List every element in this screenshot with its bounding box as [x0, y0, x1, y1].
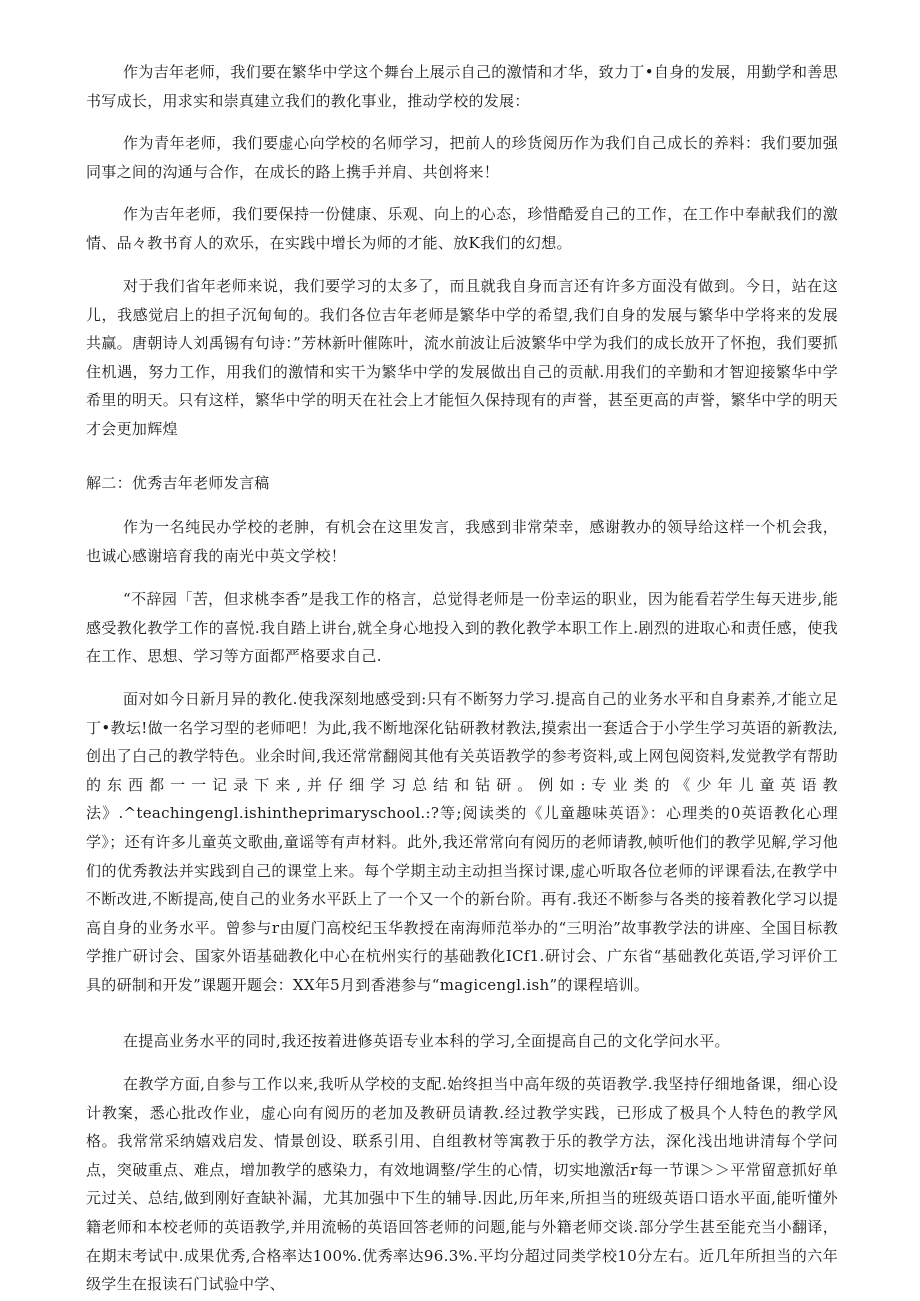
paragraph-positive-attitude: 作为吉年老师，我们要保持一份健康、乐观、向上的心态，珍惜酷爱自己的工作，在工作中奉献我们的激情、品々教书育人的欢乐，在实践中增长为师的才能、放K我们的幻想。: [86, 205, 838, 252]
section-heading: 解二：优秀吉年老师发言稿: [86, 474, 270, 492]
paragraph-opening-thanks: 作为一名纯民办学校的老胂，有机会在这里发言，我感到非常荣幸，感谢教办的领导给这样一个机会我，也诚心感谢培育我的南光中英文学校！: [86, 518, 838, 565]
paragraph-further-study: 在提高业务水平的同时,我还按着进修英语专业本科的学习,全面提高自己的文化学问水平。: [123, 1032, 730, 1050]
paragraph-work-motto: “不辞园「苦，但求桃李香”是我工作的格言，总觉得老师是一份幸运的职业，因为能看若学生每天进步,能感受教化教学工作的喜悦.我自踏上讲台,就全身心地投入到的教化教学本职工作上.剧烈的进取心和责任感，使我在工作、思想、学习等方面都严格要求自己.: [86, 590, 838, 666]
paragraph-learn-from-masters: 作为青年老师，我们要虚心向学校的名师学习，把前人的珍货阅历作为我们自己成长的养料：我们要加强同事之间的沟通与合作，在成长的路上携手并肩、共创将来！: [86, 134, 838, 181]
paragraph-young-teacher-passion: 作为吉年老师，我们要在繁华中学这个舞台上展示自己的激情和才华，致力丁•自身的发展，用勤学和善思书写成长，用求实和崇真建立我们的教化事业，推动学校的发展：: [86, 63, 838, 110]
paragraph-continuous-learning: 面对如今日新月异的教化.使我深刻地感受到:只有不断努力学习.提高自己的业务水平和自身素养,才能立足丁•教坛!做一名学习型的老师吧！为此,我不断地深化钻研教材教法,摸索出一套适合于小学生学习英语的新教法,创出了白己的教学特色。业余时间,我还常常翻阅其他有关英语教学的参考资料,或上网包阅资料,发觉教学有帮助的东西都一一记录下来,并仔细学习总结和钻研。例如:专业类的《少年儿童英语教法》.^teachingengl.ishintheprimaryschool.:?等;阅读类的《儿童趣味英语》：心理类的0英语教化心理学》；还有许多儿童英文歌曲,童谣等有声材料。此外,我还常常向有阅历的老师请教,帧听他们的教学见解,学习他们的优秀教法并实践到自己的课堂上来。每个学期主动主动担当探讨课,虚心听取各位老师的评课看法,在教学中不断改进,不断提高,使自己的业务水平跃上了一个又一个的新台阶。再有.我还不断参与各类的接着教化学习以提高自身的业务水平。曾参与r由厦门高校纪玉华教授在南海师范举办的“三明治”故事教学法的讲座、全国目标教学推广研讨会、国家外语基础教化中心在杭州实行的基础教化ICf1.研讨会、广东省“基础教化英语,学习评价工具的研制和开发”课题开题会：XX年5月到香港参与“magicengl.ish”的课程培训。: [86, 690, 838, 994]
paragraph-future-of-school: 对于我们省年老师来说，我们要学习的太多了，而且就我自身而言还有许多方面没有做到。今日，站在这儿，我感觉启上的担子沉甸甸的。我们各位吉年老师是繁华中学的希望,我们自身的发展与繁华中学将来的发展共赢。唐朝诗人刘禹锡有句诗：”芳林新叶催陈叶，流水前波让后波繁华中学为我们的成长放开了怀抱，我们要抓住机遇，努力工作，用我们的激情和实干为繁华中学的发展做出自己的贡献.用我们的辛勤和才智迎接繁华中学希里的明天。只有这样，繁华中学的明天在社会上才能恒久保持现有的声誉，甚至更高的声誉，繁华中学的明天才会更加辉煌: [86, 277, 838, 438]
paragraph-teaching-achievements: 在教学方面,自参与工作以来,我听从学校的支配.始终担当中高年级的英语教学.我坚持仔细地备课，细心设计教案，悉心批改作业，虚心向有阅历的老加及教研员请教.经过教学实践，已形成了极具个人特色的教学风格。我常常采纳嬉戏启发、情景创设、联系引用、自组教材等寓教于乐的教学方法，深化浅出地讲清每个学问点，突破重点、难点，增加教学的感染力，有效地调整/学生的心情，切实地激活r每一节课＞＞平常留意抓好单元过关、总结,做到刚好查缺补漏，尤其加强中下生的辅导.因此,历年来,所担当的班级英语口语水平面,能听懂外籍老师和本校老师的英语教学,并用流畅的英语回答老师的问题,能与外籍老师交谈.部分学生甚至能充当小翻译，在期末考试中.成果优秀,合格率达100%.优秀率达96.3%.平均分超过同类学校10分左右。近几年所担当的六年级学生在报读石门试验中学、: [86, 1075, 838, 1294]
